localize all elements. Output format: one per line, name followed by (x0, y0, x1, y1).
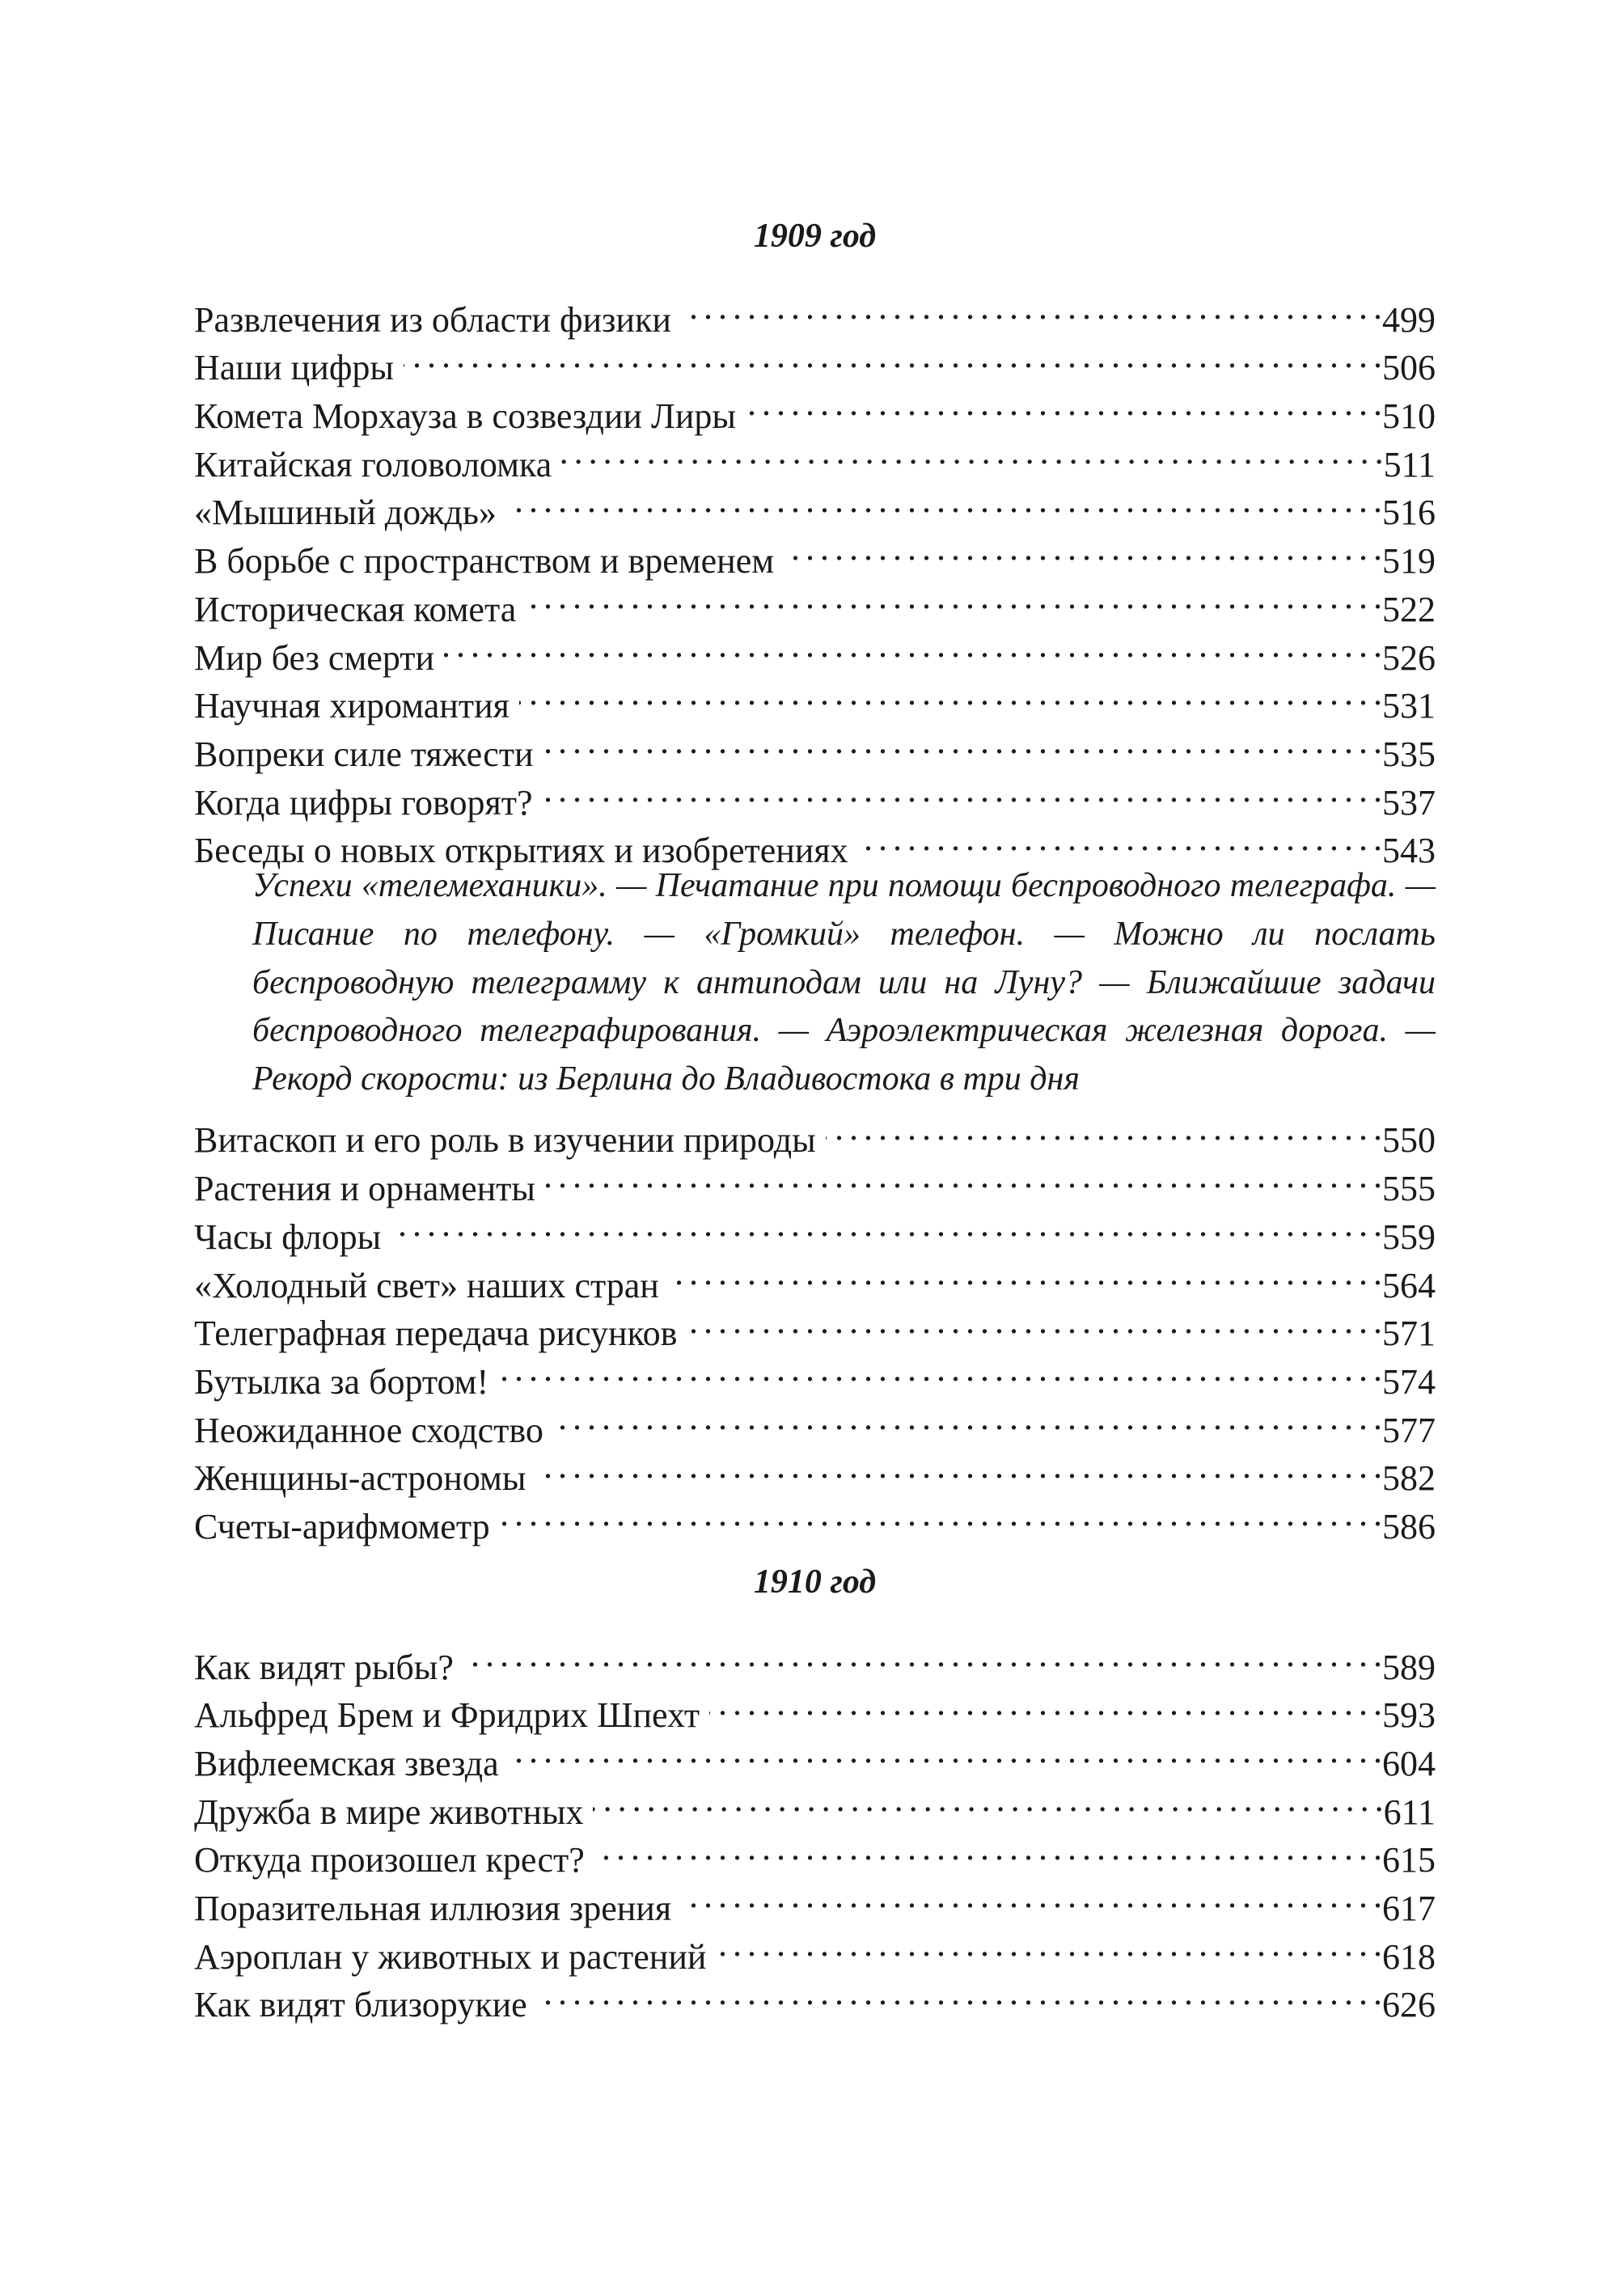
table-of-contents-page (194, 212, 1436, 2025)
toc-entry-page-number: 519 (1382, 541, 1436, 582)
toc-list-1909 (194, 283, 1436, 871)
toc-entry-title: Откуда произошел крест? (194, 1840, 585, 1881)
toc-entry-page-number: 582 (1382, 1458, 1436, 1499)
dot-leader (404, 332, 1381, 380)
toc-entry-page-number: 593 (1382, 1695, 1436, 1736)
toc-entry-page-number: 543 (1382, 831, 1436, 871)
toc-entry-page-number: 618 (1382, 1936, 1436, 1977)
toc-list-1909-continued (194, 1104, 1436, 1546)
toc-entry-title: Дружба в мире животных (194, 1792, 584, 1832)
toc-entry-subtopics: Успехи «телемеханики». — Печатание при помощи беспроводного телеграфа. — Писание по телефону. — «Громкий» телефон. — Можно ли послать беспроводную телеграмму к антиподам или на Луну? — Ближайшие задачи беспроводного телеграфирования. — Аэроэлектрическая железная дорога. — Рекорд скорости: из Берлина до Владивостока в три дня (252, 867, 1436, 1098)
dot-leader (709, 1679, 1381, 1728)
dot-leader (858, 814, 1381, 863)
toc-entry-title: Научная хиромантия (194, 686, 510, 726)
toc-entry-page-number: 586 (1382, 1506, 1436, 1546)
toc-entry-title: Мир без смерти (194, 637, 435, 678)
toc-entry-title: Неожиданное сходство (194, 1410, 543, 1450)
toc-entry-title: «Мышиный дождь» (194, 493, 497, 533)
dot-leader (498, 1345, 1381, 1394)
toc-list-1910 (194, 1631, 1436, 2025)
toc-entry-title: Как видят близорукие (194, 1985, 527, 2025)
toc-entry-title: Бутылка за бортом! (194, 1361, 489, 1402)
dot-leader (543, 766, 1381, 814)
toc-entry-title: Витаскоп и его роль в изучении природы (194, 1120, 816, 1161)
section-heading-1909: 1909 год (753, 218, 877, 255)
toc-entry-title: Комета Морхауза в созвездии Лиры (194, 396, 736, 437)
toc-entry-title: Счеты-арифмометр (194, 1506, 490, 1546)
toc-entry-page-number: 511 (1383, 444, 1436, 484)
toc-entry-page-number: 626 (1382, 1985, 1436, 2025)
toc-entry-title: Часы флоры (194, 1216, 382, 1257)
toc-entry-title: Развлечения из области физики (194, 299, 671, 340)
dot-leader (687, 1297, 1381, 1346)
toc-entry-title: Как видят рыбы? (194, 1647, 454, 1687)
toc-entry-page-number: 564 (1382, 1265, 1436, 1305)
toc-entry-page-number: 604 (1382, 1744, 1436, 1784)
dot-leader (526, 573, 1381, 621)
dot-leader (826, 1104, 1381, 1153)
toc-entry-page-number: 615 (1382, 1840, 1436, 1881)
toc-entry (194, 283, 1436, 340)
toc-entry-page-number: 516 (1382, 493, 1436, 533)
toc-entry-page-number: 537 (1382, 782, 1436, 823)
toc-entry-title: Наши цифры (194, 348, 394, 388)
toc-entry-page-number: 526 (1382, 637, 1436, 678)
toc-entry-page-number: 510 (1382, 396, 1436, 437)
toc-entry-page-number: 577 (1382, 1410, 1436, 1450)
toc-entry-page-number: 574 (1382, 1361, 1436, 1402)
dot-leader (519, 670, 1381, 718)
toc-entry-page-number: 522 (1382, 589, 1436, 629)
toc-entry-title: Вифлеемская звезда (194, 1744, 499, 1784)
dot-leader (746, 379, 1381, 428)
toc-entry-title: Женщины-астрономы (194, 1458, 527, 1499)
toc-entry-page-number: 617 (1382, 1889, 1436, 1929)
toc-entry-page-number: 499 (1382, 299, 1436, 340)
dot-leader (535, 1442, 1381, 1491)
toc-entry-title: Беседы о новых открытиях и изобретениях (194, 831, 848, 871)
dot-leader (716, 1920, 1381, 1969)
toc-entry-title: Вопреки силе тяжести (194, 734, 534, 774)
dot-leader (391, 1200, 1381, 1249)
toc-entry-page-number: 611 (1383, 1792, 1436, 1832)
dot-leader (545, 1152, 1381, 1200)
toc-entry-page-number: 531 (1382, 686, 1436, 726)
toc-entry-title: В борьбе с пространством и временем (194, 541, 775, 582)
toc-entry (194, 1104, 1436, 1161)
toc-entry-title: Аэроплан у животных и растений (194, 1936, 707, 1977)
dot-leader (561, 428, 1381, 476)
dot-leader (553, 1394, 1381, 1442)
dot-leader (669, 1249, 1381, 1297)
dot-leader (543, 717, 1381, 766)
toc-entry-title: Поразительная иллюзия зрения (194, 1889, 672, 1929)
toc-entry-title: Телеграфная передача рисунков (194, 1314, 678, 1354)
dot-leader (784, 524, 1381, 573)
dot-leader (509, 1727, 1381, 1775)
toc-entry-title: Когда цифры говорят? (194, 782, 533, 823)
dot-leader (537, 1969, 1381, 2017)
toc-entry-title: Китайская головоломка (194, 444, 552, 484)
dot-leader (594, 1824, 1381, 1872)
dot-leader (506, 476, 1381, 525)
dot-leader (463, 1631, 1381, 1679)
toc-entry-title: Растения и орнаменты (194, 1169, 535, 1209)
toc-entry-title: Историческая комета (194, 589, 517, 629)
toc-entry-page-number: 555 (1382, 1169, 1436, 1209)
toc-entry-page-number: 550 (1382, 1120, 1436, 1161)
toc-entry-page-number: 506 (1382, 348, 1436, 388)
dot-leader (681, 283, 1381, 332)
toc-entry-page-number: 571 (1382, 1314, 1436, 1354)
toc-entry-title: «Холодный свет» наших стран (194, 1265, 659, 1305)
dot-leader (681, 1872, 1381, 1920)
toc-entry (194, 1631, 1436, 1687)
toc-entry-page-number: 559 (1382, 1216, 1436, 1257)
dot-leader (593, 1775, 1381, 1824)
toc-entry-page-number: 535 (1382, 734, 1436, 774)
section-heading-1910: 1910 год (753, 1563, 877, 1601)
toc-entry-title: Альфред Брем и Фридрих Шпехт (194, 1695, 700, 1736)
toc-entry-page-number: 589 (1382, 1647, 1436, 1687)
dot-leader (500, 1490, 1381, 1538)
dot-leader (444, 621, 1381, 670)
